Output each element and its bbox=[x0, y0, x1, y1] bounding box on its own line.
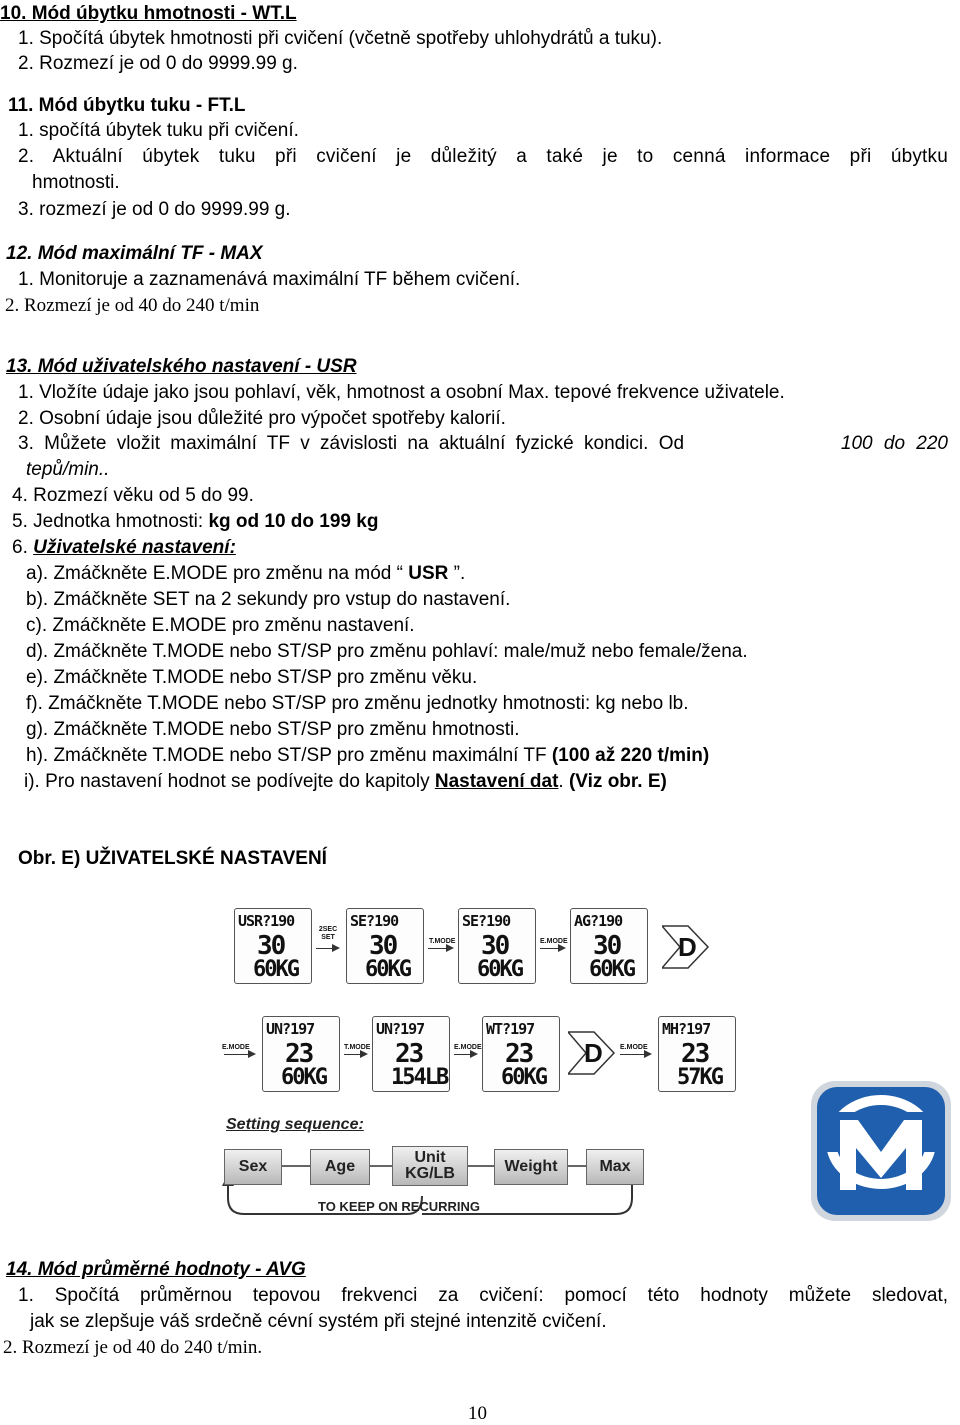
step-g: g). Zmáčkněte T.MODE nebo ST/SP pro změnu hmotnosti. bbox=[26, 719, 520, 740]
lcd-8-row-1: MH?197 bbox=[662, 1020, 711, 1038]
lcd-screen-4 bbox=[570, 908, 648, 984]
step-h-range: (100 až 220 t/min) bbox=[551, 745, 710, 766]
section-13-line-2: 2. Osobní údaje jsou důležité pro výpočet spotřeby kalorií. bbox=[18, 408, 506, 429]
arrow-3 bbox=[540, 948, 564, 949]
lcd-1-row-2: 30 bbox=[257, 931, 285, 961]
lcd-2-row-2: 30 bbox=[369, 931, 397, 961]
emode-label-4: E.MODE bbox=[620, 1044, 648, 1051]
lcd-screen-6 bbox=[372, 1016, 450, 1092]
sequence-age: Age bbox=[310, 1149, 370, 1185]
section-12-title: 12. Mód maximální TF - MAX bbox=[6, 243, 263, 264]
lcd-8-row-2: 23 bbox=[681, 1039, 709, 1069]
step-i bbox=[24, 771, 667, 793]
section-13-line-5-value: kg od 10 do 199 kg bbox=[208, 511, 379, 532]
emode-label-2: E.MODE bbox=[222, 1044, 250, 1051]
emode-label-1: E.MODE bbox=[540, 938, 568, 945]
arrow-2 bbox=[428, 948, 452, 949]
chevron-d-label: D bbox=[678, 932, 697, 962]
section-14-line-1a: 1. Spočítá průměrnou tepovou frekvenci za cvičení: pomocí této hodnoty můžete sledovat, bbox=[18, 1285, 948, 1306]
lcd-1-row-3: 60KG bbox=[253, 957, 298, 982]
brand-logo-icon bbox=[808, 1078, 954, 1224]
section-13-line-6-heading: Uživatelské nastavení: bbox=[33, 537, 236, 558]
section-11-line-1: 1. spočítá úbytek tuku při cvičení. bbox=[18, 120, 299, 141]
lcd-2-row-3: 60KG bbox=[365, 957, 410, 982]
sequence-max: Max bbox=[586, 1149, 644, 1185]
step-a-text: a). Zmáčkněte E.MODE pro změnu na mód “ bbox=[26, 563, 409, 584]
continue-chevron-icon bbox=[662, 924, 710, 970]
return-chevron-icon bbox=[568, 1030, 616, 1076]
section-10-line-2: 2. Rozmezí je od 0 do 9999.99 g. bbox=[18, 53, 298, 74]
page-number: 10 bbox=[468, 1403, 487, 1424]
arrow-7 bbox=[620, 1054, 650, 1055]
lcd-4-row-2: 30 bbox=[593, 931, 621, 961]
arrow-4 bbox=[224, 1054, 254, 1055]
section-14-title: 14. Mód průměrné hodnoty - AVG bbox=[6, 1259, 306, 1280]
lcd-screen-2 bbox=[346, 908, 424, 984]
setting-sequence-title: Setting sequence: bbox=[226, 1116, 364, 1133]
set-button-label: 2SEC SET bbox=[318, 926, 338, 941]
section-13-title: 13. Mód uživatelského nastavení - USR bbox=[6, 356, 357, 377]
section-11-title: 11. Mód úbytku tuku - FT.L bbox=[8, 95, 246, 116]
section-11-line-2a: 2. Aktuální úbytek tuku při cvičení je důležitý a také je to cenná informace při úbytku bbox=[18, 146, 948, 167]
section-13-line-3a-text: 3. Můžete vložit maximální TF v závislosti na aktuální fyzické kondici. Od bbox=[18, 433, 685, 454]
step-a-end: ”. bbox=[448, 563, 466, 584]
lcd-3-row-3: 60KG bbox=[477, 957, 522, 982]
lcd-screen-7 bbox=[482, 1016, 560, 1092]
section-13-line-3a bbox=[18, 433, 948, 455]
step-c: c). Zmáčkněte E.MODE pro změnu nastavení. bbox=[26, 615, 415, 636]
lcd-4-row-1: AG?190 bbox=[574, 912, 623, 930]
arrow-6 bbox=[454, 1054, 476, 1055]
recurring-label: TO KEEP ON RECURRING bbox=[318, 1199, 481, 1214]
sequence-unit: Unit KG/LB bbox=[392, 1146, 468, 1186]
lcd-screen-3 bbox=[458, 908, 536, 984]
step-a bbox=[26, 563, 465, 585]
section-13-line-5-label: 5. Jednotka hmotnosti: bbox=[12, 511, 209, 532]
emode-label-3: E.MODE bbox=[454, 1044, 482, 1051]
lcd-5-row-1: UN?197 bbox=[266, 1020, 315, 1038]
lcd-3-row-1: SE?190 bbox=[462, 912, 511, 930]
step-e: e). Zmáčkněte T.MODE nebo ST/SP pro změnu věku. bbox=[26, 667, 478, 688]
lcd-4-row-3: 60KG bbox=[589, 957, 634, 982]
section-13-line-3b: tepů/min.. bbox=[26, 459, 110, 480]
sequence-sex: Sex bbox=[224, 1149, 282, 1185]
figure-user-settings bbox=[222, 900, 742, 1230]
tmode-label-2: T.MODE bbox=[344, 1044, 371, 1051]
lcd-2-row-1: SE?190 bbox=[350, 912, 399, 930]
step-d: d). Zmáčkněte T.MODE nebo ST/SP pro změnu pohlaví: male/muž nebo female/žena. bbox=[26, 641, 748, 662]
lcd-1-row-1: USR?190 bbox=[238, 912, 295, 930]
section-10-line-1: 1. Spočítá úbytek hmotnosti při cvičení (včetně spotřeby uhlohydrátů a tuku). bbox=[18, 28, 663, 49]
section-13-line-3a-range: 100 do 220 bbox=[840, 433, 948, 454]
step-f: f). Zmáčkněte T.MODE nebo ST/SP pro změnu jednotky hmotnosti: kg nebo lb. bbox=[26, 693, 689, 714]
lcd-screen-5 bbox=[262, 1016, 340, 1092]
lcd-6-row-2: 23 bbox=[395, 1039, 423, 1069]
section-13-line-6 bbox=[12, 537, 236, 559]
section-14-line-2: 2. Rozmezí je od 40 do 240 t/min. bbox=[3, 1337, 263, 1358]
step-a-mode: USR bbox=[408, 563, 449, 584]
section-13-line-6-num: 6. bbox=[12, 537, 34, 558]
section-12-line-2: 2. Rozmezí je od 40 do 240 t/min bbox=[5, 295, 260, 316]
section-11-line-3: 3. rozmezí je od 0 do 9999.99 g. bbox=[18, 199, 291, 220]
section-11-line-2b: hmotnosti. bbox=[32, 172, 120, 193]
lcd-screen-8 bbox=[658, 1016, 736, 1092]
lcd-6-row-1: UN?197 bbox=[376, 1020, 425, 1038]
sequence-weight: Weight bbox=[494, 1149, 568, 1185]
figure-caption: Obr. E) UŽIVATELSKÉ NASTAVENÍ bbox=[18, 848, 327, 869]
lcd-7-row-1: WT?197 bbox=[486, 1020, 535, 1038]
lcd-7-row-2: 23 bbox=[505, 1039, 533, 1069]
lcd-6-row-3: 154LB bbox=[391, 1065, 448, 1090]
chevron-d-label-2: D bbox=[584, 1038, 603, 1068]
section-13-line-1: 1. Vložíte údaje jako jsou pohlaví, věk, hmotnost a osobní Max. tepové frekvence uživatele. bbox=[18, 382, 785, 403]
lcd-8-row-3: 57KG bbox=[677, 1065, 722, 1090]
step-i-link[interactable]: Nastavení dat bbox=[434, 771, 559, 792]
step-i-text: i). Pro nastavení hodnot se podívejte do kapitoly bbox=[24, 771, 435, 792]
arrow-1 bbox=[316, 948, 338, 949]
section-14-line-1b: jak se zlepšuje váš srdečně cévní systém při stejné intenzitě cvičení. bbox=[30, 1311, 607, 1332]
step-i-dot: . bbox=[558, 771, 569, 792]
tmode-label-1: T.MODE bbox=[429, 938, 456, 945]
step-b: b). Zmáčkněte SET na 2 sekundy pro vstup do nastavení. bbox=[26, 589, 511, 610]
lcd-3-row-2: 30 bbox=[481, 931, 509, 961]
lcd-5-row-2: 23 bbox=[285, 1039, 313, 1069]
step-h-text: h). Zmáčkněte T.MODE nebo ST/SP pro změnu maximální TF bbox=[26, 745, 552, 766]
section-13-line-4: 4. Rozmezí věku od 5 do 99. bbox=[12, 485, 254, 506]
lcd-7-row-3: 60KG bbox=[501, 1065, 546, 1090]
lcd-screen-1 bbox=[234, 908, 312, 984]
lcd-5-row-3: 60KG bbox=[281, 1065, 326, 1090]
section-13-line-5 bbox=[12, 511, 378, 533]
section-12-line-1: 1. Monitoruje a zaznamenává maximální TF během cvičení. bbox=[18, 269, 521, 290]
step-h bbox=[26, 745, 709, 767]
arrow-5 bbox=[344, 1054, 366, 1055]
section-10-title: 10. Mód úbytku hmotnosti - WT.L bbox=[0, 3, 297, 24]
step-i-ref: (Viz obr. E) bbox=[568, 771, 667, 792]
